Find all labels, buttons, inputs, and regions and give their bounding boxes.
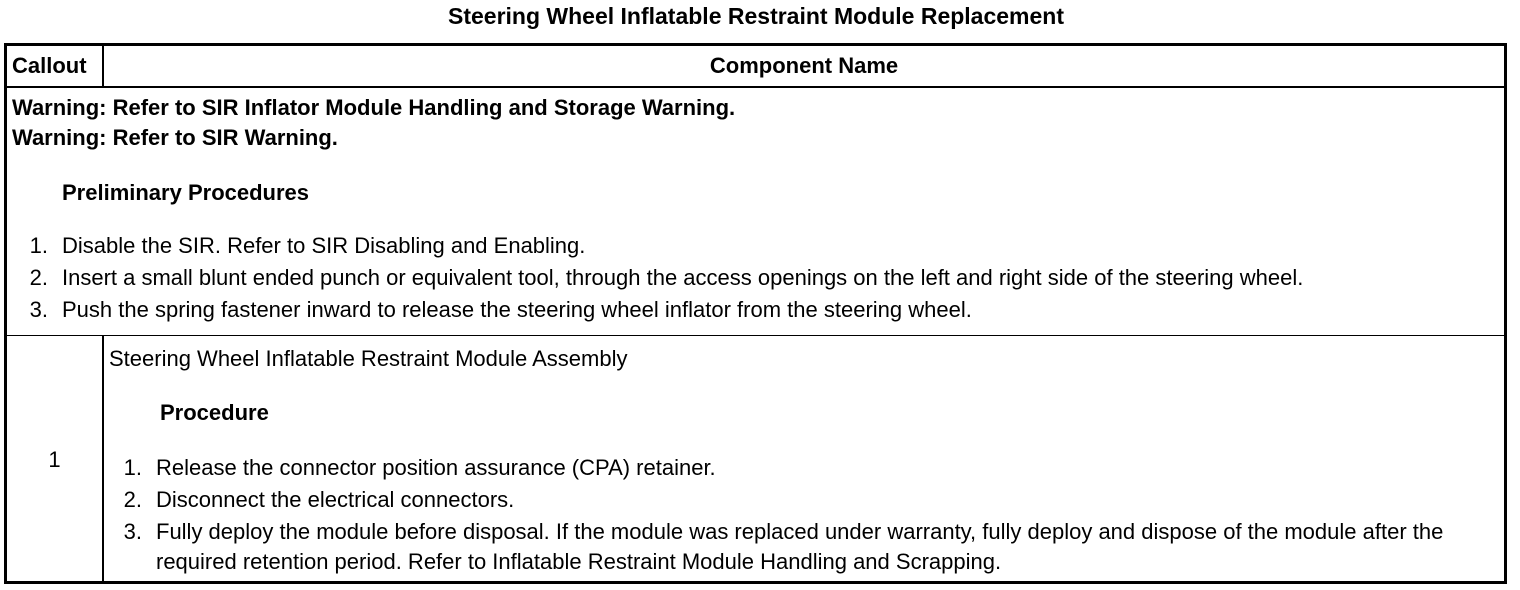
list-item	[107, 517, 1446, 577]
step-text: Push the spring fastener inward to release the steering wheel inflator from the steering wheel.	[62, 297, 972, 322]
step-number: 2.	[29, 265, 48, 290]
component-name: Steering Wheel Inflatable Restraint Module Assembly	[109, 346, 628, 371]
component-name-column-header: Component Name	[709, 53, 899, 78]
table-row	[7, 336, 1504, 581]
list-item	[10, 231, 585, 261]
step-text: Release the connector position assurance (CPA) retainer.	[156, 455, 716, 480]
step-number: 1.	[123, 455, 142, 480]
list-item	[107, 485, 514, 515]
step-number: 1.	[29, 233, 48, 258]
step-text: Disconnect the electrical connectors.	[156, 487, 515, 512]
table-header-row	[7, 46, 1504, 88]
step-number: 3.	[29, 297, 48, 322]
procedure-heading: Procedure	[160, 400, 269, 425]
callout-number: 1	[7, 336, 104, 581]
preliminary-section	[7, 88, 1504, 336]
preliminary-procedures-heading: Preliminary Procedures	[62, 180, 310, 205]
step-text: Disable the SIR. Refer to SIR Disabling and Enabling.	[62, 233, 586, 258]
page-title: Steering Wheel Inflatable Restraint Module Replacement	[447, 3, 1064, 29]
step-text: Fully deploy the module before disposal. If the module was replaced under warranty, fully deploy and dispose of the module after the required retention period. Refer to Inflatable Restraint Module Handling and Scrapping.	[156, 519, 1444, 574]
procedure-table	[4, 43, 1507, 584]
component-cell	[104, 336, 1504, 581]
step-text: Insert a small blunt ended punch or equivalent tool, through the access openings on the left and right side of the steering wheel.	[62, 265, 1304, 290]
callout-column-header: Callout	[7, 46, 104, 86]
warning-sir: Warning: Refer to SIR Warning.	[12, 125, 338, 150]
step-number: 2.	[123, 487, 142, 512]
list-item	[10, 295, 972, 325]
list-item	[10, 263, 1303, 293]
warning-handling-storage: Warning: Refer to SIR Inflator Module Handling and Storage Warning.	[12, 95, 736, 120]
list-item	[107, 453, 716, 483]
step-number: 3.	[123, 519, 142, 544]
